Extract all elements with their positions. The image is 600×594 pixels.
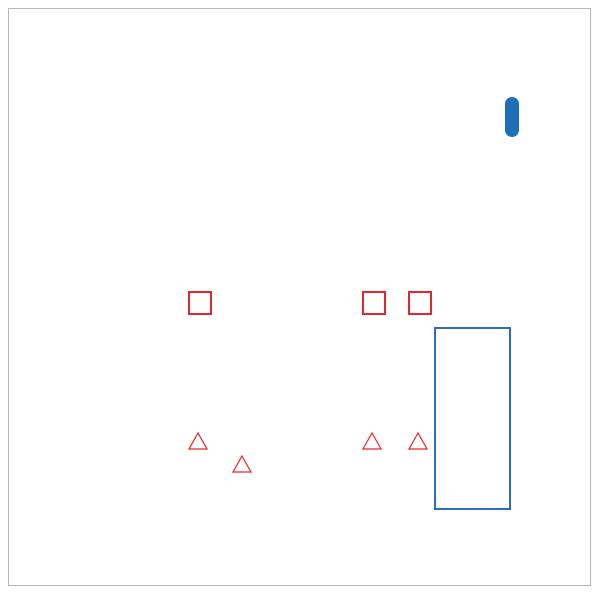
score-triangle-1 <box>408 432 428 450</box>
score-triangle-b <box>232 455 252 473</box>
score-triangle-3 <box>188 432 208 450</box>
correction-word-3 <box>188 291 212 315</box>
correction-word-2 <box>362 291 386 315</box>
section-badge <box>505 97 519 137</box>
promo-box <box>434 327 511 510</box>
correction-word-1 <box>408 291 432 315</box>
score-triangle-2 <box>362 432 382 450</box>
